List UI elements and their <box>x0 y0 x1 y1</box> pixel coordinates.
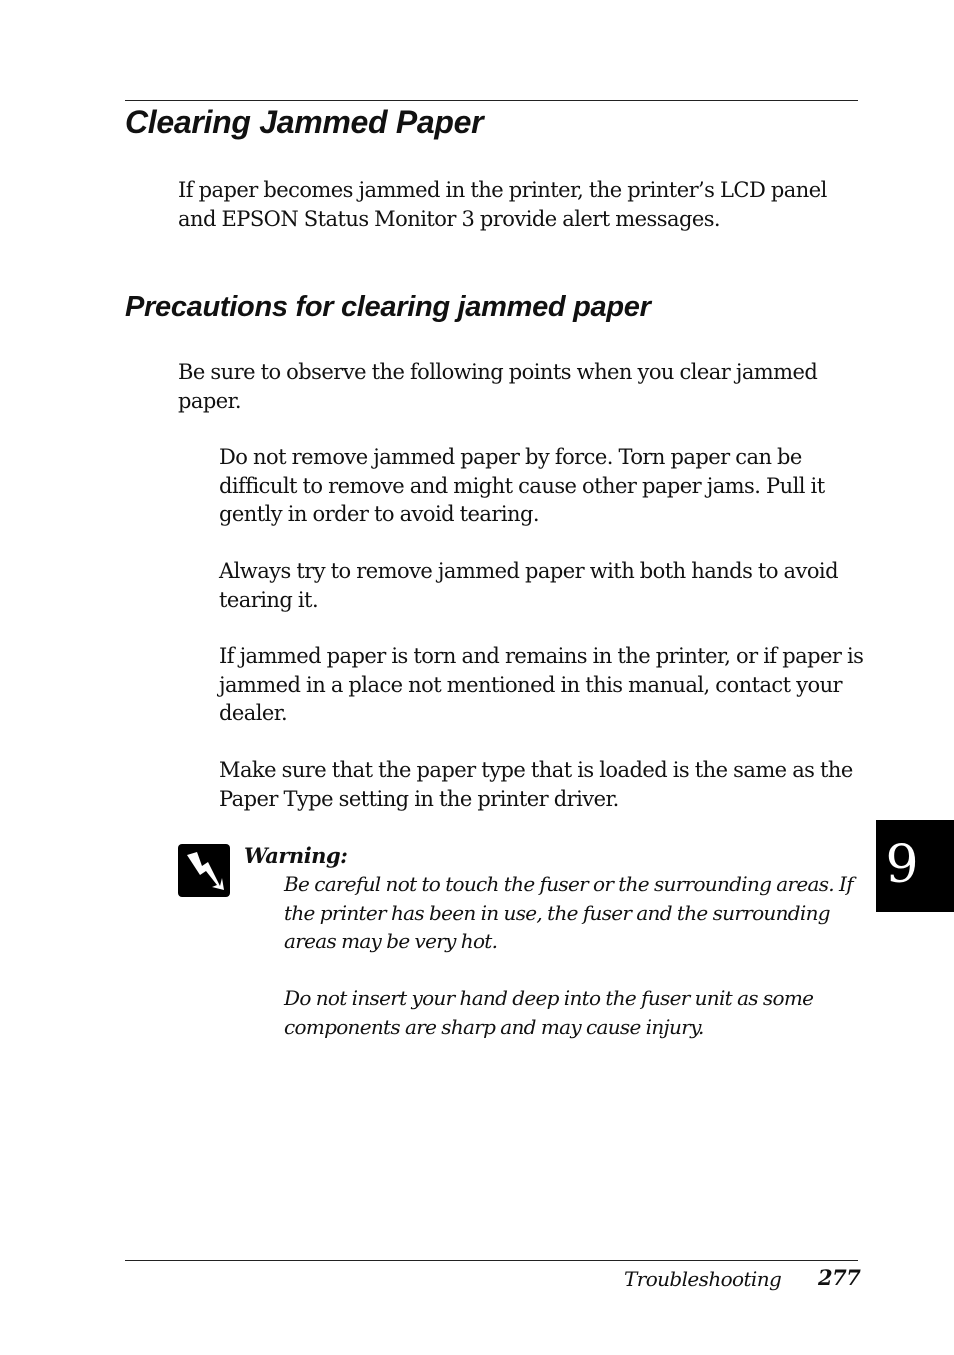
section-intro-paragraph: If paper becomes jammed in the printer, the printer’s LCD panel and EPSON Status Monitor 3 provide alert messages. <box>178 178 827 231</box>
footer-section-name: Troubleshooting <box>624 1267 782 1291</box>
section-title: Clearing Jammed Paper <box>125 104 484 140</box>
lightning-warning-icon <box>178 844 230 897</box>
precaution-item: Always try to remove jammed paper with both hands to avoid tearing it. <box>219 559 838 612</box>
header-rule <box>125 100 858 101</box>
chapter-tab <box>876 820 954 912</box>
warning-paragraph: Do not insert your hand deep into the fuser unit as some components are sharp and may cause injury. <box>284 986 814 1039</box>
precaution-item: If jammed paper is torn and remains in the printer, or if paper is jammed in a place not mentioned in this manual, contact your dealer. <box>219 644 864 725</box>
subsection-title: Precautions for clearing jammed paper <box>125 291 651 323</box>
warning-title: Warning: <box>244 843 348 868</box>
warning-paragraph: Be careful not to touch the fuser or the surrounding areas. If the printer has been in use, the fuser and the surrounding areas may be very hot. <box>284 872 853 953</box>
chapter-number: 9 <box>885 835 919 895</box>
footer-page-number: 277 <box>818 1265 861 1290</box>
precaution-item: Make sure that the paper type that is loaded is the same as the Paper Type setting in the printer driver. <box>219 758 853 811</box>
precaution-item: Do not remove jammed paper by force. Torn paper can be difficult to remove and might cause other paper jams. Pull it gently in order to avoid tearing. <box>219 445 825 526</box>
footer-rule <box>125 1260 858 1261</box>
subsection-intro-paragraph: Be sure to observe the following points when you clear jammed paper. <box>178 360 818 413</box>
